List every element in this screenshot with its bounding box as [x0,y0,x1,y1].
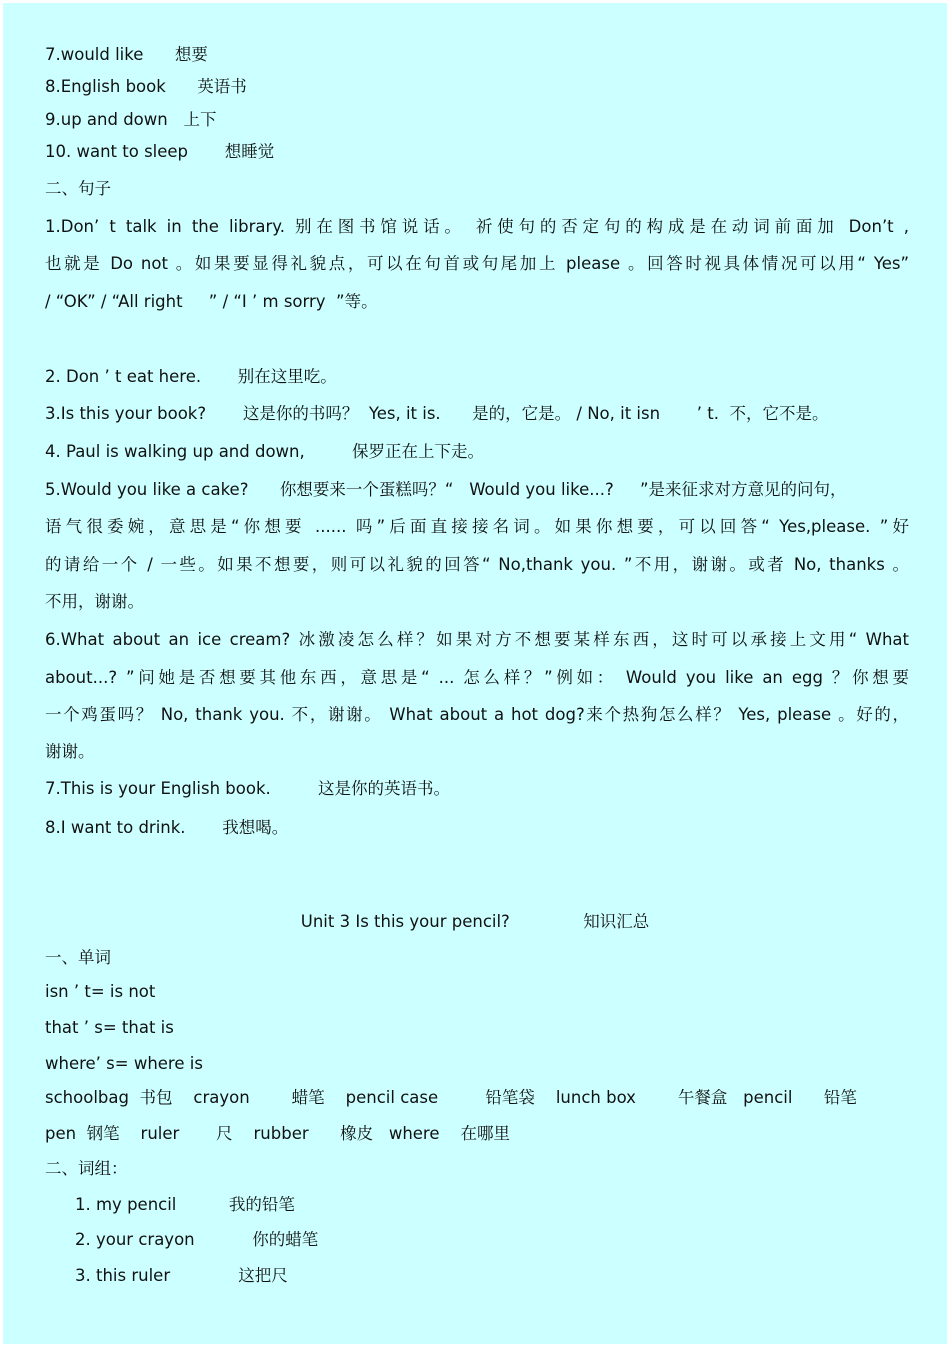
text-line-31: 2. your crayon 你的蜡笔 [75,1230,319,1249]
text-line-13: 语气很委婉，意思是“你想要 ...... 吗”后面直接接名词。如果你想要，可以回答“ Yes,please. ”好 [45,517,909,536]
text-line-22: Unit 3 Is this your pencil? 知识汇总 [300,912,650,931]
text-line-17: about...? ”问她是否想要其他东西，意思是“ ... 怎么样？”例如： Would you like an egg ？你想要 [45,668,909,687]
document-page [3,3,947,1344]
text-line-1: 7.would like 想要 [45,45,208,64]
text-line-11: 4. Paul is walking up and down, 保罗正在上下走。 [45,442,484,461]
text-line-6: 1.Don’ t talk in the library. 别在图书馆说话。 祈使句的否定句的构成是在动词前面加 Don’t , [45,217,909,236]
text-line-21: 8.I want to drink. 我想喝。 [45,818,289,837]
text-line-27: schoolbag 书包 crayon 蜡笔 pencil case 铅笔袋 lunch box 午餐盒 pencil 铅笔 [45,1088,857,1107]
text-line-12: 5.Would you like a cake? 你想要来一个蛋糕吗？“ Would you like...? ”是来征求对方意见的问句， [45,480,847,499]
text-line-32: 3. this ruler 这把尺 [75,1266,288,1285]
text-line-28: pen 钢笔 ruler 尺 rubber 橡皮 where 在哪里 [45,1124,510,1143]
text-line-19: 谢谢。 [45,742,95,761]
text-line-25: that ’ s= that is [45,1018,174,1037]
text-line-7: 也就是 Do not 。如果要显得礼貌点，可以在句首或句尾加上 please 。回答时视具体情况可以用“ Yes” [45,254,909,273]
text-line-30: 1. my pencil 我的铅笔 [75,1195,295,1214]
text-line-5: 二、句子 [45,179,111,198]
text-line-15: 不用，谢谢。 [45,592,144,611]
text-line-2: 8.English book 英语书 [45,77,247,96]
text-line-16: 6.What about an ice cream? 冰激凌怎么样？如果对方不想要某样东西，这时可以承接上文用“ What [45,630,909,649]
text-line-23: 一、单词 [45,948,111,967]
text-line-29: 二、词组： [45,1159,128,1178]
text-line-18: 一个鸡蛋吗？ No, thank you. 不，谢谢。 What about a hot dog?来个热狗怎么样？ Yes, please 。好的， [45,705,909,724]
text-line-14: 的请给一个 / 一些。如果不想要，则可以礼貌的回答“ No,thank you. ”不用，谢谢。或者 No, thanks 。 [45,555,909,574]
text-line-24: isn ’ t= is not [45,982,156,1001]
text-line-9: 2. Don ’ t eat here. 别在这里吃。 [45,367,337,386]
text-line-20: 7.This is your English book. 这是你的英语书。 [45,779,450,798]
text-line-10: 3.Is this your book? 这是你的书吗？ Yes, it is. 是的，它是。 / No, it isn ’ t. 不，它不是。 [45,404,829,423]
text-line-3: 9.up and down 上下 [45,110,217,129]
text-line-26: where’ s= where is [45,1054,203,1073]
text-line-4: 10. want to sleep 想睡觉 [45,142,275,161]
text-line-8: / “OK” / “All right ” / “I ’ m sorry ”等。 [45,292,378,311]
